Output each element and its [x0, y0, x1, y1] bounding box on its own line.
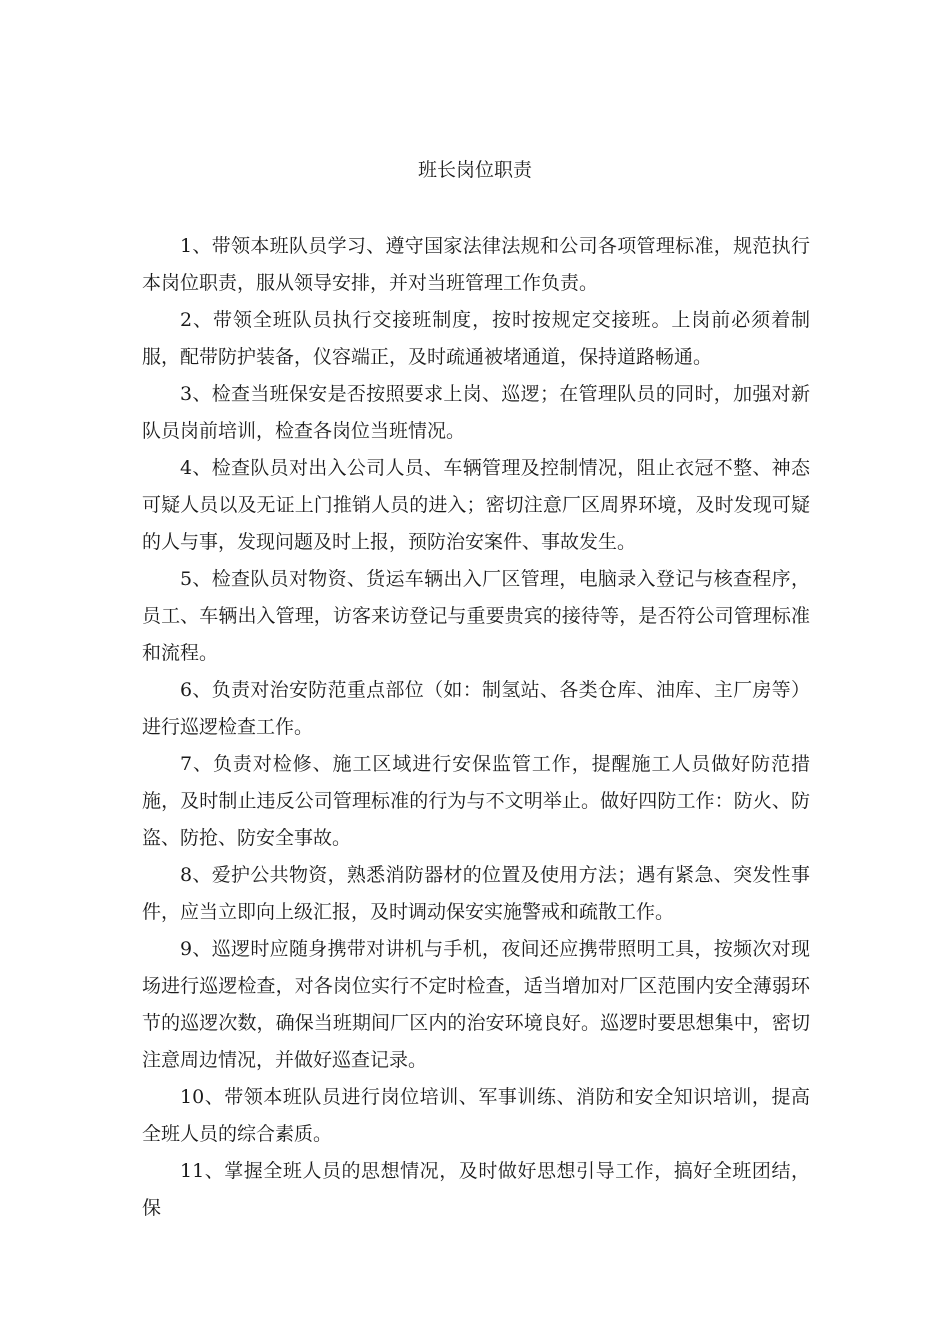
duty-item-10: 10、带领本班队员进行岗位培训、军事训练、消防和安全知识培训，提高全班人员的综合素质。 [142, 1086, 810, 1145]
duty-item-2: 2、带领全班队员执行交接班制度，按时按规定交接班。上岗前必须着制服，配带防护装备，仪容端正，及时疏通被堵通道，保持道路畅通。 [142, 309, 810, 368]
duty-item-9: 9、巡逻时应随身携带对讲机与手机，夜间还应携带照明工具，按频次对现场进行巡逻检查，对各岗位实行不定时检查，适当增加对厂区范围内安全薄弱环节的巡逻次数，确保当班期间厂区内的治安环境良好。巡逻时要思想集中，密切注意周边情况，并做好巡查记录。 [142, 938, 810, 1071]
duty-item-5: 5、检查队员对物资、货运车辆出入厂区管理，电脑录入登记与核查程序，员工、车辆出入管理，访客来访登记与重要贵宾的接待等，是否符公司管理标准和流程。 [142, 568, 810, 664]
duty-item-3: 3、检查当班保安是否按照要求上岗、巡逻；在管理队员的同时，加强对新队员岗前培训，检查各岗位当班情况。 [142, 383, 810, 442]
duty-item-4: 4、检查队员对出入公司人员、车辆管理及控制情况，阻止衣冠不整、神态可疑人员以及无证上门推销人员的进入；密切注意厂区周界环境，及时发现可疑的人与事，发现问题及时上报，预防治安案件、事故发生。 [142, 457, 810, 553]
document-body [142, 228, 810, 1227]
duty-item-1: 1、带领本班队员学习、遵守国家法律法规和公司各项管理标准，规范执行本岗位职责，服从领导安排，并对当班管理工作负责。 [142, 235, 810, 294]
duty-item-6: 6、负责对治安防范重点部位（如：制氢站、各类仓库、油库、主厂房等）进行巡逻检查工作。 [142, 679, 810, 738]
duty-item-7: 7、负责对检修、施工区域进行安保监管工作，提醒施工人员做好防范措施，及时制止违反公司管理标准的行为与不文明举止。做好四防工作：防火、防盗、防抢、防安全事故。 [142, 753, 810, 849]
document-title: 班长岗位职责 [417, 159, 532, 181]
duty-item-8: 8、爱护公共物资，熟悉消防器材的位置及使用方法；遇有紧急、突发性事件，应当立即向上级汇报，及时调动保安实施警戒和疏散工作。 [142, 864, 810, 923]
duty-item-11: 11、掌握全班人员的思想情况，及时做好思想引导工作，搞好全班团结，保 [142, 1160, 810, 1219]
